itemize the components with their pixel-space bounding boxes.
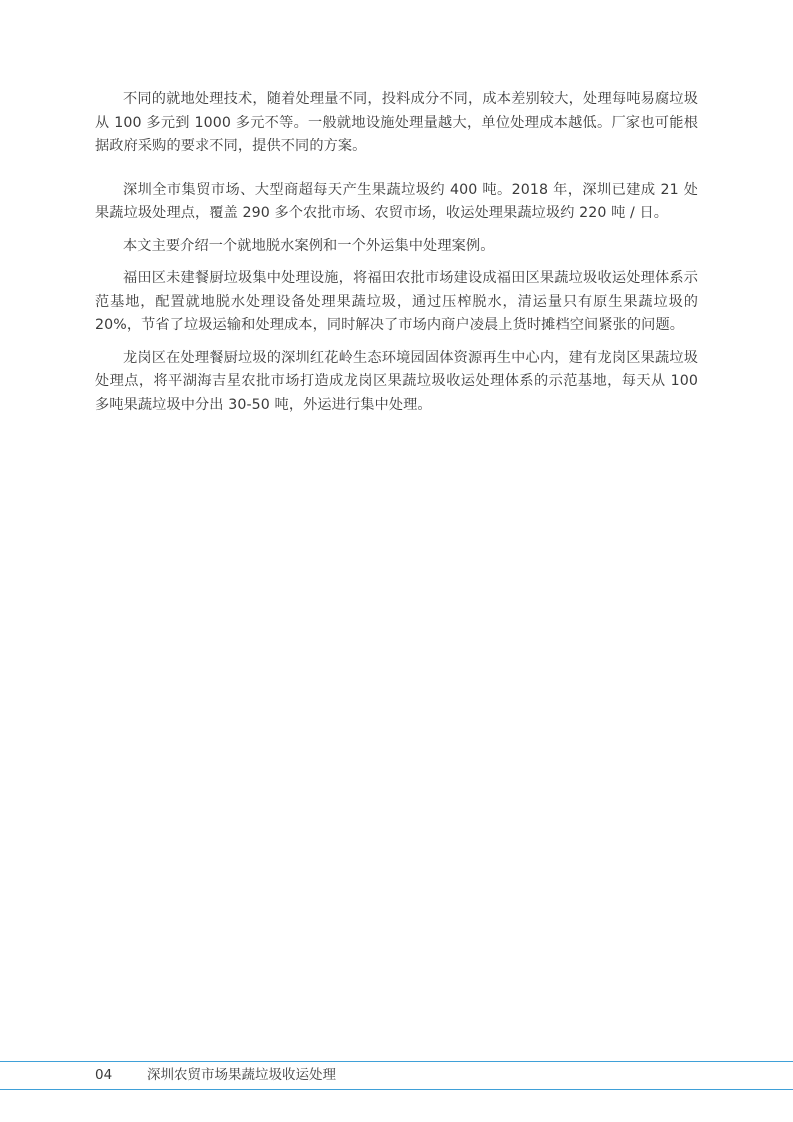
paragraph-longgang-case: 龙岗区在处理餐厨垃圾的深圳红花岭生态环境园固体资源再生中心内，建有龙岗区果蔬垃圾处理点，将平湖海吉星农批市场打造成龙岗区果蔬垃圾收运处理体系的示范基地，每天从 100 多吨果蔬垃圾中分出 30-50 吨，外运进行集中处理。 [95,349,698,413]
footer-rule-bottom [0,1089,793,1090]
body-text [95,88,698,417]
paragraph-futian-case: 福田区未建餐厨垃圾集中处理设施，将福田农批市场建设成福田区果蔬垃圾收运处理体系示范基地，配置就地脱水处理设备处理果蔬垃圾，通过压榨脱水，清运量只有原生果蔬垃圾的 20%，节省了垃圾运输和处理成本，同时解决了市场内商户凌晨上货时摊档空间紧张的问题。 [95,270,698,333]
footer-rule-top [0,1061,793,1062]
page-number: 04 [95,1067,113,1083]
paragraph-shenzhen-overview: 深圳全市集贸市场、大型商超每天产生果蔬垃圾约 400 吨。2018 年，深圳已建成 21 处果蔬垃圾处理点，覆盖 290 多个农批市场、农贸市场，收运处理果蔬垃圾约 220 吨 / 日。 [95,181,698,221]
footer-document-title: 深圳农贸市场果蔬垃圾收运处理 [147,1067,336,1083]
paragraph-processing-cost: 不同的就地处理技术，随着处理量不同，投料成分不同，成本差别较大，处理每吨易腐垃圾从 100 多元到 1000 多元不等。一般就地设施处理量越大，单位处理成本越低。厂家也可能根据政府采购的要求不同，提供不同的方案。 [95,91,698,154]
paragraph-introduction: 本文主要介绍一个就地脱水案例和一个外运集中处理案例。 [123,237,495,254]
